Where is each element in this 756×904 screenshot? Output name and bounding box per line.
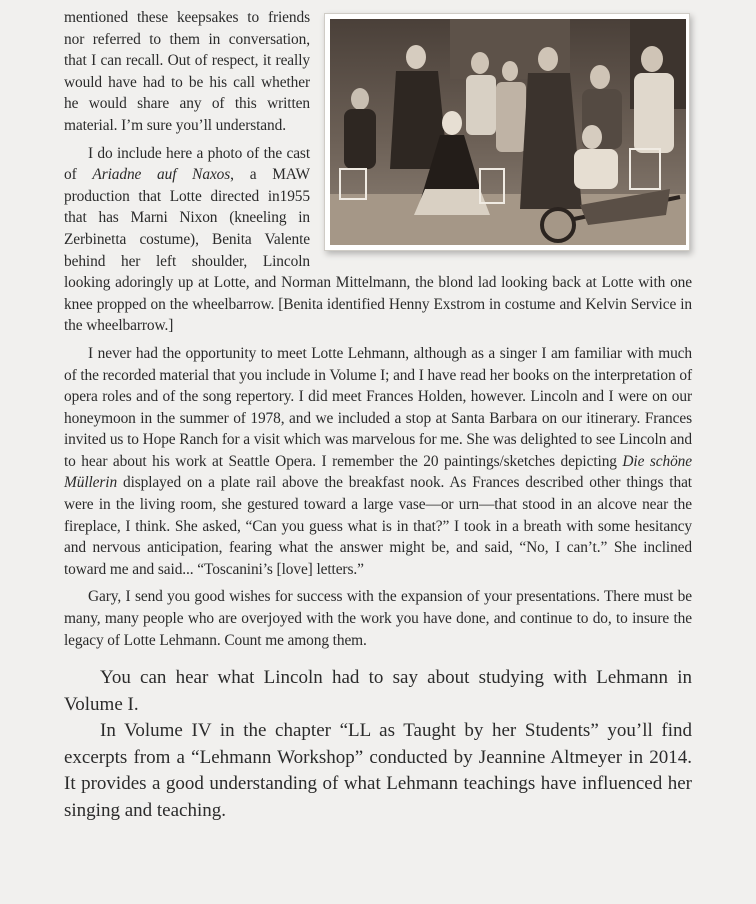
cast-photo — [324, 13, 690, 251]
paragraph-1: mentioned these keepsakes to friends nor referred to them in conversation, that I can recall. Out of respect, it really would have had to be his call whether he would share any of this written material. I’m sure you’ll understand. — [64, 9, 310, 134]
cast-photo-image — [330, 19, 686, 245]
song-cycle-title: Die schöne Müllerin — [64, 452, 692, 492]
paragraph-4: Gary, I send you good wishes for success with the expansion of your presentations. There must be many, many people who are overjoyed with the work you have done, and continue to do, to insure the legacy of Lotte Lehmann. Count me among them. — [64, 588, 692, 649]
paragraph-3-text-a: I never had the opportunity to meet Lotte Lehmann, although as a singer I am familiar with much of the recorded material that you include in Volume I; and I have read her books on the interpretation of opera roles and of the song repertory. I did meet Frances Holden, however. Lincoln and I were on our honeymoon in the summer of 1978, and we included a stop at Santa Barbara on our itinerary. Frances invited us to Hope Ranch for a visit which was marvelous for me. She was delighted to see Lincoln and to hear about his work at Seattle Opera. I remember the 20 paintings/sketches depicting — [64, 344, 692, 470]
paragraph-5: You can hear what Lincoln had to say about studying with Lehmann in Volume I. — [64, 667, 692, 715]
paragraph-3 — [64, 343, 692, 581]
paragraph-6: In Volume IV in the chapter “LL as Taught by her Students” you’ll find excerpts from a “Lehmann Workshop” conducted by Jeannine Altmeyer in 2014. It provides a good understanding of what Lehmann teachings have influenced her singing and teaching. — [64, 720, 692, 821]
paragraph-2-text-b: , a MAW production that Lotte directed in1955 that has Marni Nixon (kneeling in Zerbinetta costume), Benita Valente behind her left shoulder, Lincoln looking adoringly up at Lotte, and Norman Mittelmann, the blond lad looking back at Lotte with one knee propped on the wheelbarrow. [Benita identified Henny Exstrom in costume and Kelvin Service in the wheelbarrow.] — [64, 166, 692, 335]
opera-title: Ariadne auf Naxos — [92, 166, 231, 184]
paragraph-2-text-a: I do include here a photo of the cast of — [64, 144, 310, 184]
paragraph-3-text-b: displayed on a plate rail above the breakfast nook. As Frances described other things that were in the living room, she gestured toward a large vase—or urn—that stood in an alcove near the fireplace, I think. She asked, “Can you guess what is in that?” I took in a breath with some hesitancy and nervous anticipation, fearing what the answer might be, and said, “No, I can’t.” She inclined toward me and said... “Toscanini’s [love] letters.” — [64, 474, 692, 578]
